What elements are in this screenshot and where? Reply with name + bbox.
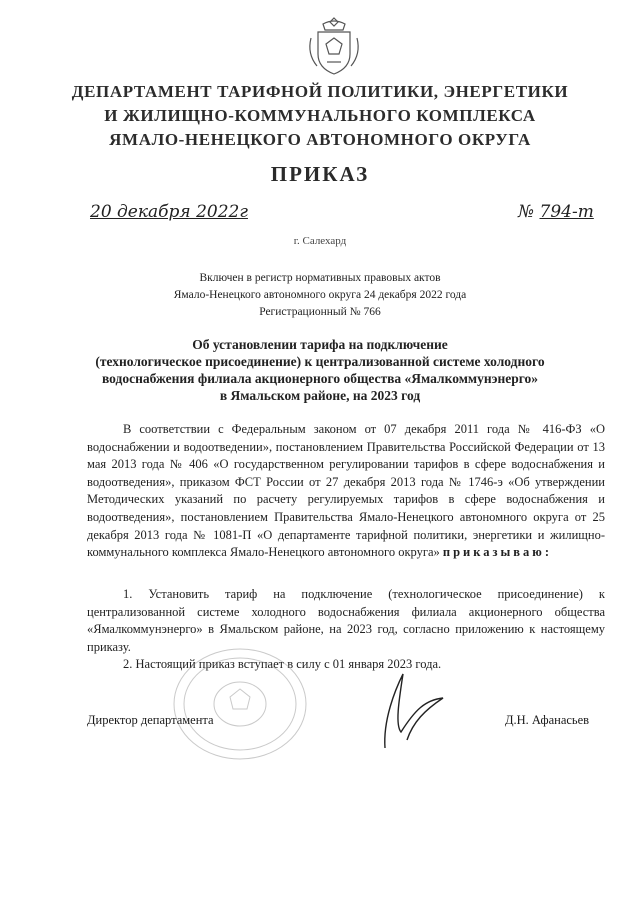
- handwritten-signature-icon: [355, 670, 455, 750]
- city: г. Салехард: [293, 235, 347, 247]
- department-name-line-2: И ЖИЛИЩНО-КОММУНАЛЬНОГО КОМПЛЕКСА: [104, 106, 536, 125]
- signatory-position: Директор департамента: [87, 713, 214, 727]
- order-number-block: [518, 202, 594, 222]
- subject-line-2: (технологическое присоединение) к централизованной системе холодного: [95, 354, 545, 369]
- order-number: 794-т: [539, 202, 594, 222]
- preamble-text: В соответствии с Федеральным законом от 07 декабря 2011 года № 416-ФЗ «О водоснабжении и водоотведении», постановлением Правительства Российской Федерации от 13 мая 2013 года № 406 «О государственном регулировании тарифов в сфере водоснабжения и водоотведения», приказом ФСТ России от 27 декабря 2013 года № 1746-э «Об утверждении Методических указаний по расчету регулируемых тарифов в сфере водоснабжения и водоотведения», постановлением Правительства Ямало-Ненецкого автономного округа от 25 декабря 2013 года № 1081-П «О департаменте тарифной политики, энергетики и жилищно-коммунального комплекса Ямало-Ненецкого автономного округа»: [87, 422, 605, 560]
- department-name-line-3: ЯМАЛО-НЕНЕЦКОГО АВТОНОМНОГО ОКРУГА: [109, 130, 531, 149]
- registration-number: Регистрационный № 766: [259, 306, 381, 318]
- preamble-paragraph: [87, 421, 605, 562]
- coat-of-arms-icon: [303, 12, 365, 78]
- department-name-line-1: ДЕПАРТАМЕНТ ТАРИФНОЙ ПОЛИТИКИ, ЭНЕРГЕТИКИ: [71, 82, 569, 101]
- order-item-1: 1. Установить тариф на подключение (технологическое присоединение) к централизованной системе холодного водоснабжения филиала акционерного общества «Ямалкоммунэнерго» в Ямальском районе, на 2023 год, согласно приложению к настоящему приказу.: [87, 587, 605, 654]
- number-sign: №: [518, 202, 535, 222]
- subject-line-4: в Ямальском районе, на 2023 год: [219, 388, 421, 403]
- registration-line-1: Включен в регистр нормативных правовых актов: [199, 272, 441, 284]
- order-item-2: 2. Настоящий приказ вступает в силу с 01 января 2023 года.: [123, 657, 442, 671]
- registration-line-2: Ямало-Ненецкого автономного округа 24 декабря 2022 года: [173, 289, 467, 301]
- subject-line-1: Об установлении тарифа на подключение: [192, 337, 448, 352]
- official-seal-icon: [170, 645, 310, 763]
- orders-word: приказываю:: [442, 545, 553, 560]
- subject-line-3: водоснабжения филиала акционерного общества «Ямалкоммунэнерго»: [101, 371, 539, 386]
- signatory-name: Д.Н. Афанасьев: [505, 713, 590, 727]
- document-title: ПРИКАЗ: [270, 162, 370, 186]
- order-date: 20 декабря 2022г: [90, 202, 248, 222]
